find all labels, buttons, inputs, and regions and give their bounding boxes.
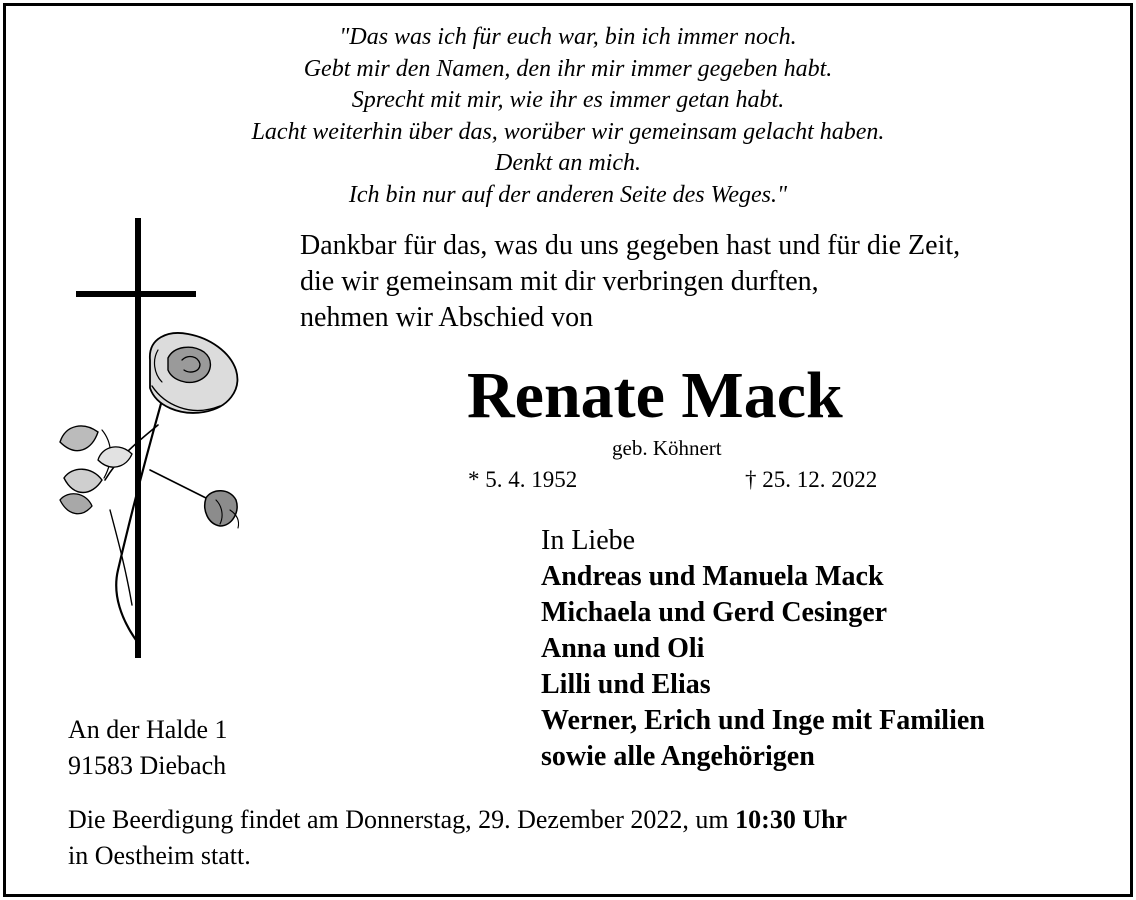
mourners-lead: In Liebe [541, 525, 636, 556]
funeral-line-1 [68, 802, 847, 838]
mourners-list [541, 523, 985, 775]
mourner-name: Lilli und Elias [541, 669, 711, 700]
funeral-text: Die Beerdigung findet am Donnerstag, 29. Dezember 2022, um [68, 805, 736, 834]
mourner-name: Michaela und Gerd Cesinger [541, 597, 888, 628]
address-city: 91583 Diebach [68, 751, 227, 780]
mourner-name: Werner, Erich und Inge mit Familien [541, 705, 985, 736]
intro-text [300, 228, 960, 336]
address-street: An der Halde 1 [68, 715, 228, 744]
cross-and-rose-emblem [40, 210, 260, 670]
maiden-name: geb. Köhnert [612, 436, 722, 460]
poem-line: Gebt mir den Namen, den ihr mir immer gegeben habt. [303, 55, 833, 82]
poem-line: Sprecht mit mir, wie ihr es immer getan habt. [351, 87, 785, 113]
intro-line: die wir gemeinsam mit dir verbringen durften, [300, 266, 819, 297]
poem-line: Ich bin nur auf der anderen Seite des Weges." [348, 181, 788, 208]
mourner-name: Anna und Oli [541, 633, 705, 664]
address-block [68, 712, 228, 784]
poem-line: Denkt an mich. [495, 150, 641, 176]
mourner-name: sowie alle Angehörigen [541, 741, 815, 772]
death-date: † 25. 12. 2022 [745, 467, 878, 492]
poem-line: "Das was ich für euch war, bin ich immer noch. [339, 24, 797, 50]
intro-line: Dankbar für das, was du uns gegeben hast und für die Zeit, [300, 230, 961, 261]
birth-date: * 5. 4. 1952 [468, 467, 578, 492]
rose-icon [60, 333, 239, 640]
poem [0, 22, 1136, 211]
mourner-name: Andreas und Manuela Mack [541, 561, 884, 592]
funeral-line-2: in Oestheim statt. [68, 841, 251, 870]
poem-line: Lacht weiterhin über das, worüber wir gemeinsam gelacht haben. [251, 118, 885, 145]
funeral-time: 10:30 Uhr [735, 805, 848, 834]
funeral-info [68, 802, 847, 874]
intro-line: nehmen wir Abschied von [300, 302, 594, 333]
deceased-name: Renate Mack [467, 359, 843, 432]
